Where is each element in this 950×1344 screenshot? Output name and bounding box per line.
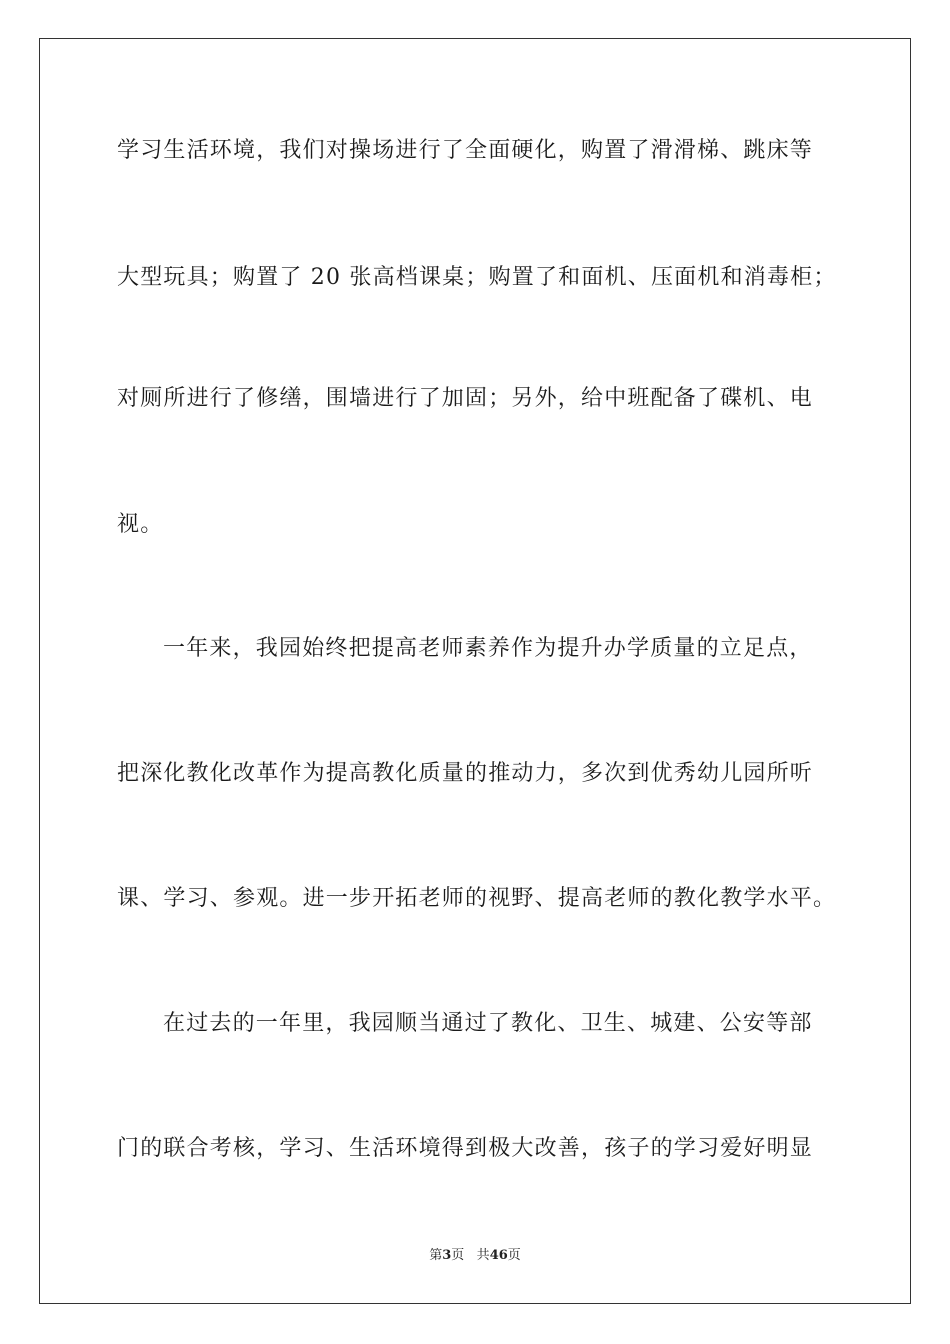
text-line-7: 课、学习、参观。进一步开拓老师的视野、提高老师的教化教学水平。 <box>117 886 837 911</box>
text-line-6: 把深化教化改革作为提高教化质量的推动力，多次到优秀幼儿园所听 <box>117 761 814 786</box>
paragraph-start-line-1: 一年来，我园始终把提高老师素养作为提升办学质量的立足点， <box>163 636 813 661</box>
page-footer <box>0 1246 950 1266</box>
total-pages: 46 <box>489 1248 508 1263</box>
paragraph-start-line-2: 在过去的一年里，我园顺当通过了教化、卫生、城建、公安等部 <box>163 1011 813 1036</box>
text-line-1: 学习生活环境，我们对操场进行了全面硬化，购置了滑滑梯、跳床等 <box>117 138 814 163</box>
page-prefix: 第 <box>429 1248 443 1263</box>
text-line-2: 大型玩具；购置了 20 张高档课桌；购置了和面机、压面机和消毒柜； <box>117 265 837 290</box>
total-suffix: 页 <box>507 1248 521 1263</box>
text-line-3: 对厕所进行了修缮，围墙进行了加固；另外，给中班配备了碟机、电 <box>117 386 814 411</box>
text-line-4: 视。 <box>117 512 164 537</box>
total-prefix: 共 <box>476 1248 490 1263</box>
page-number: 3 <box>442 1248 452 1263</box>
text-line-9: 门的联合考核，学习、生活环境得到极大改善，孩子的学习爱好明显 <box>117 1136 814 1161</box>
page-suffix: 页 <box>451 1248 465 1263</box>
page-frame <box>39 38 911 1304</box>
